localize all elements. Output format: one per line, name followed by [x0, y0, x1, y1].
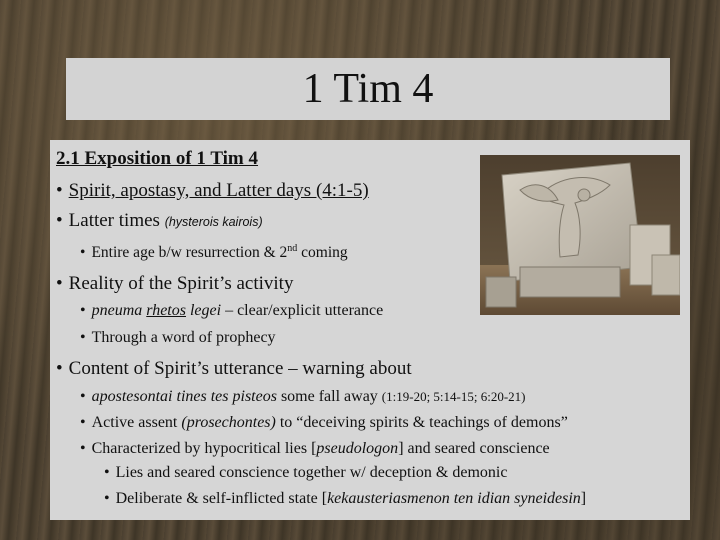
- nike-relief-photo: [480, 155, 680, 315]
- greek-term-underlined: rhetos: [146, 302, 186, 319]
- greek-term: pneuma: [91, 302, 147, 319]
- bullet-mark: •: [80, 388, 86, 405]
- bullet-mark: •: [104, 464, 110, 481]
- subbullet-hypocritical-lies: [80, 440, 550, 458]
- bullet-text: Reality of the Spirit’s activity: [68, 273, 294, 294]
- bullet-mark: •: [56, 210, 63, 231]
- subbullet-pneuma: [80, 302, 383, 320]
- subbullet-prophecy: [80, 329, 276, 347]
- bullet-mark: •: [56, 358, 63, 379]
- subbullet-apostesontai: [80, 388, 526, 406]
- superscript: nd: [287, 243, 298, 254]
- greek-term: apostesontai tines tes pisteos: [91, 388, 277, 405]
- greek-term: kekausteriasmenon ten idian syneidesin: [327, 490, 581, 507]
- subbullet-active-assent: [80, 414, 568, 432]
- bullet-text: – clear/explicit utterance: [221, 302, 384, 319]
- bullet-text: Characterized by hypocritical lies [: [91, 440, 317, 457]
- bullet-text: Spirit, apostasy, and Latter days (4:1-5): [68, 180, 369, 201]
- bullet-text-end: ] and seared conscience: [398, 440, 550, 457]
- bullet-text: Through a word of prophecy: [91, 329, 276, 346]
- section-heading: [56, 148, 258, 170]
- bullet-mark: •: [104, 490, 110, 507]
- bullet-text: Active assent: [91, 414, 182, 431]
- subsubbullet-lies-seared: [104, 464, 507, 482]
- greek-term: (prosechontes): [181, 414, 276, 431]
- slide-title-box: [66, 58, 670, 120]
- bullet-reality-spirit: [56, 273, 293, 295]
- bullet-text-end: ]: [580, 490, 587, 507]
- bullet-mark: •: [80, 302, 86, 319]
- bullet-mark: •: [80, 414, 86, 431]
- bullet-text-end: coming: [297, 244, 348, 262]
- section-heading-text: 2.1 Exposition of 1 Tim 4: [56, 148, 259, 169]
- bullet-text: Latter times: [68, 210, 160, 231]
- bullet-text: Content of Spirit’s utterance – warning about: [68, 358, 412, 379]
- bullet-text: Entire age b/w resurrection & 2: [91, 244, 288, 262]
- relief-image: [480, 155, 680, 315]
- subsubbullet-deliberate: [104, 490, 586, 508]
- greek-term: pseudologon: [316, 440, 399, 457]
- bullet-mark: •: [56, 180, 63, 201]
- bullet-mark: •: [80, 244, 86, 262]
- bullet-mark: •: [80, 440, 86, 457]
- bullet-content-utterance: [56, 358, 412, 380]
- scripture-refs: (1:19-20; 5:14-15; 6:20-21): [381, 389, 526, 404]
- bullet-mark: •: [80, 329, 86, 346]
- bullet-text-end: to “deceiving spirits & teachings of demons”: [275, 414, 568, 431]
- bullet-mark: •: [56, 273, 63, 294]
- bullet-text: Lies and seared conscience together w/ deception & demonic: [115, 464, 508, 481]
- greek-term: legei: [185, 302, 222, 319]
- slide-title: 1 Tim 4: [302, 66, 434, 112]
- bullet-text: Deliberate & self-inflicted state [: [115, 490, 328, 507]
- bullet-text: some fall away: [276, 388, 382, 405]
- transliteration: (hysterois kairois): [164, 215, 263, 229]
- bullet-spirit-apostasy: [56, 180, 369, 202]
- subbullet-entire-age: [80, 243, 348, 262]
- bullet-latter-times: [56, 210, 263, 232]
